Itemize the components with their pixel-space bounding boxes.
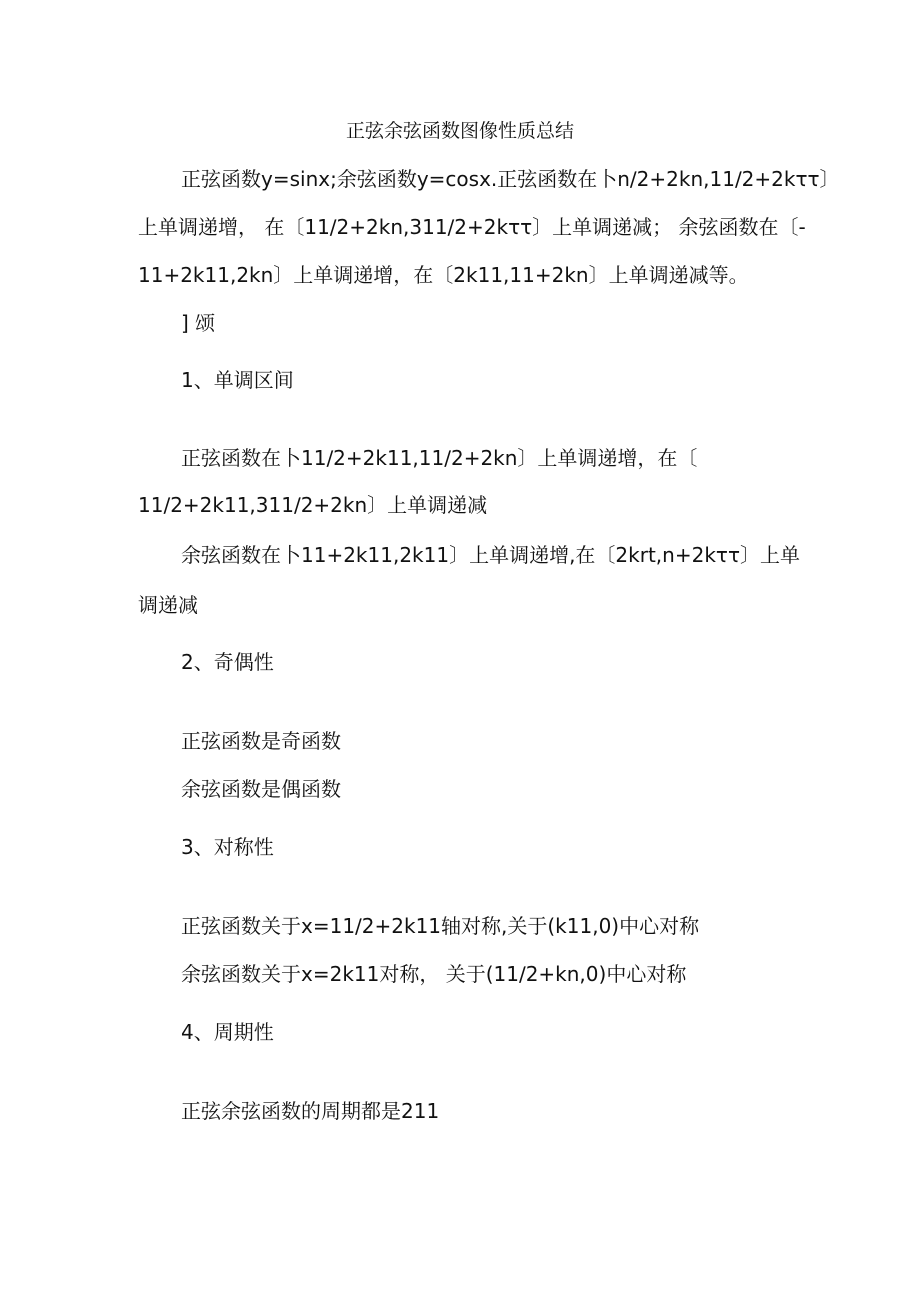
section-heading-period: 4、周期性 (181, 1020, 274, 1044)
section-line: 调递减 (138, 593, 198, 617)
section-line: 余弦函数关于x=2k11对称， 关于(11∕2+kn,0)中心对称 (181, 962, 687, 986)
section-heading-parity: 2、奇偶性 (181, 650, 274, 674)
section-line: 正弦函数关于x=11∕2+2k11轴对称,关于(k11,0)中心对称 (181, 914, 700, 938)
section-heading-monotonic: 1、单调区间 (181, 368, 294, 392)
section-heading-symmetry: 3、对称性 (181, 835, 274, 859)
section-line: 余弦函数在卜11+2k11,2k11〕上单调递增,在〔2krt,n+2kττ〕上单 (181, 543, 800, 567)
intro-line-3: 11+2k11,2kn〕上单调递增，在〔2k11,11+2kn〕上单调递减等。 (138, 263, 749, 287)
intro-line-1: 正弦函数y=sinx;余弦函数y=cosx.正弦函数在卜n∕2+2kn,11∕2+2kττ〕 (181, 167, 840, 191)
fragment-text: ] 颂 (181, 311, 216, 335)
section-line: 正弦函数是奇函数 (181, 729, 341, 753)
section-line: 11∕2+2k11,311∕2+2kn〕上单调递减 (138, 493, 488, 517)
section-line: 正弦余弦函数的周期都是211 (181, 1099, 440, 1123)
section-line: 正弦函数在卜11∕2+2k11,11∕2+2kn〕上单调递增，在〔 (181, 446, 698, 470)
intro-line-2: 上单调递增， 在〔11∕2+2kn,311∕2+2kττ〕上单调递减； 余弦函数在〔- (138, 215, 806, 239)
document-title: 正弦余弦函数图像性质总结 (345, 120, 574, 142)
section-line: 余弦函数是偶函数 (181, 777, 341, 801)
